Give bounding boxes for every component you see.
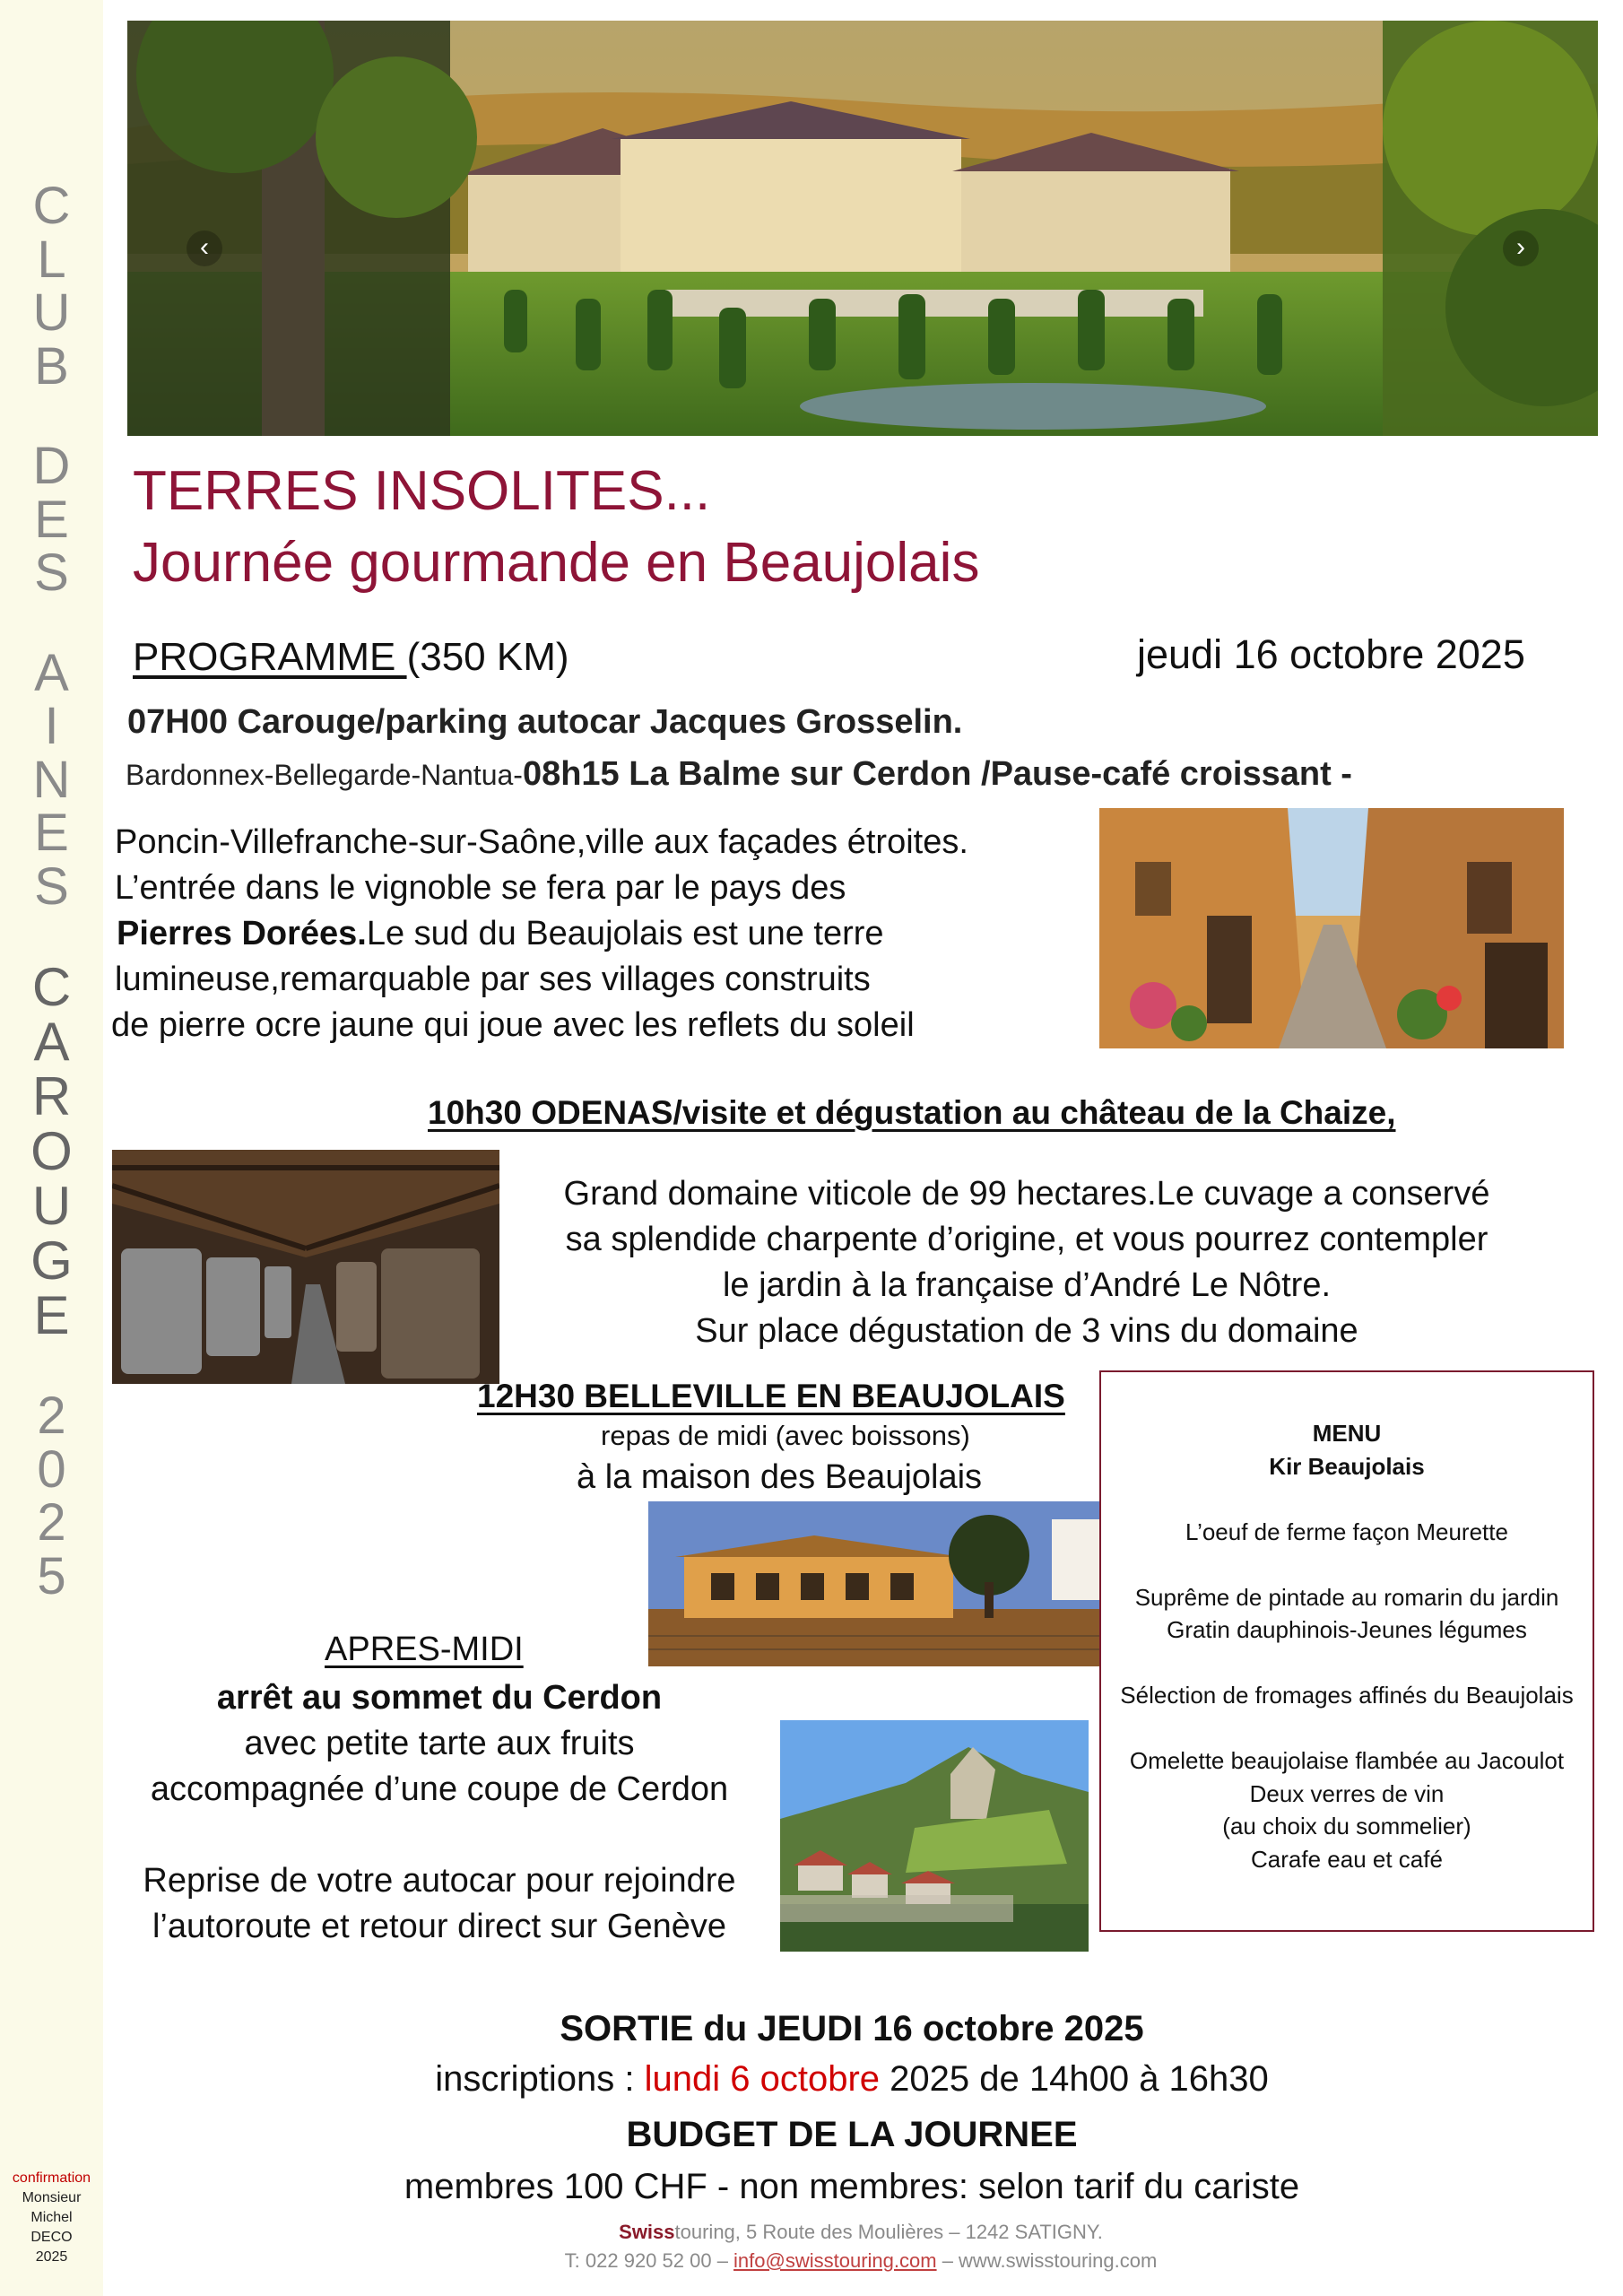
vertical-letter: E	[33, 1285, 70, 1345]
vertical-letter: S	[34, 544, 69, 602]
vertical-letter: I	[44, 697, 59, 755]
menu-item: Sélection de fromages affinés du Beaujolais	[1120, 1682, 1574, 1709]
agency-address	[377, 2221, 1345, 2244]
inscriptions-time: 2025 de 14h00 à 16h30	[880, 2059, 1269, 2099]
programme-date: jeudi 16 octobre 2025	[1137, 631, 1525, 677]
apres-midi-line: accompagnée d’une coupe de Cerdon	[150, 1770, 729, 1808]
cellar-photo	[112, 1150, 499, 1384]
vertical-letter: 5	[37, 1546, 66, 1605]
villefranche-line: de pierre ocre jaune qui joue avec les reflets du soleil	[111, 1006, 915, 1044]
return-line: l’autoroute et retour direct sur Genève	[152, 1908, 726, 1945]
menu-item: Omelette beaujolaise flambée au Jacoulot	[1129, 1747, 1565, 1774]
letter-gap	[0, 913, 103, 960]
vertical-letter: R	[31, 1066, 72, 1126]
villefranche-line3: Le sud du Beaujolais est une terre	[366, 915, 884, 952]
menu-item: Carafe eau et café	[1251, 1845, 1443, 1873]
vertical-letter: 0	[37, 1439, 66, 1499]
vertical-letter: D	[32, 437, 71, 495]
menu-items	[1101, 1450, 1593, 1876]
vertical-letter: U	[32, 283, 71, 342]
menu-item: Deux verres de vin	[1249, 1779, 1445, 1807]
confirmation-line: Michel	[30, 2210, 73, 2225]
vertical-letter: C	[31, 957, 72, 1017]
vertical-letter: E	[34, 804, 69, 862]
cerdon-village-photo	[780, 1720, 1089, 1952]
villefranche-line: Poncin-Villefranche-sur-Saône,ville aux façades étroites.	[115, 823, 968, 861]
odenas-paragraph	[502, 1171, 1551, 1354]
programme-step2-text: 08h15 La Balme sur Cerdon /Pause-café croissant -	[522, 755, 1352, 793]
programme-step1: 07H00 Carouge/parking autocar Jacques Grosselin.	[127, 703, 963, 741]
title-line2: Journée gourmande en Beaujolais	[133, 532, 980, 594]
apres-midi-line: avec petite tarte aux fruits	[244, 1725, 635, 1762]
villefranche-paragraph	[111, 820, 968, 1048]
vertical-letter: B	[34, 336, 69, 396]
cerdon-stop: arrêt au sommet du Cerdon	[216, 1679, 663, 1717]
vertical-letter: S	[34, 857, 69, 916]
vertical-letter: E	[34, 490, 69, 549]
hero-photo-chateau	[127, 21, 1598, 436]
sortie-line: SORTIE du JEUDI 16 octobre 2025	[560, 2009, 1144, 2048]
programme-label: PROGRAMME	[133, 635, 407, 679]
vertical-letter: N	[32, 750, 71, 809]
villefranche-line	[111, 911, 968, 957]
agency-tel: T: 022 920 52 00 –	[564, 2249, 734, 2272]
village-street-photo	[1099, 808, 1564, 1048]
menu-item: Gratin dauphinois-Jeunes légumes	[1167, 1616, 1527, 1643]
confirmation-line: 2025	[35, 2249, 68, 2265]
confirmation-line: DECO	[30, 2230, 73, 2245]
return-line: Reprise de votre autocar pour rejoindre	[143, 1862, 736, 1900]
villefranche-line: lumineuse,remarquable par ses villages construits	[115, 961, 871, 998]
inscriptions-line	[152, 2059, 1551, 2100]
agency-website: – www.swisstouring.com	[936, 2249, 1158, 2272]
menu-item: L’oeuf de ferme façon Meurette	[1185, 1518, 1508, 1545]
menu-spacer	[1101, 1548, 1593, 1581]
belleville-line2: à la maison des Beaujolais	[577, 1458, 983, 1496]
letter-gap	[0, 600, 103, 647]
odenas-line: sa splendide charpente d’origine, et vous pourrez contempler	[565, 1221, 1488, 1258]
carousel-next-button[interactable]: ›	[1503, 230, 1539, 266]
menu-item: Suprême de pintade au romarin du jardin	[1134, 1583, 1559, 1611]
budget-title: BUDGET DE LA JOURNEE	[626, 2115, 1078, 2154]
maison-beaujolais-photo	[648, 1501, 1113, 1666]
club-vertical-title	[0, 179, 103, 1603]
menu-spacer	[1101, 1647, 1593, 1680]
inscriptions-label: inscriptions :	[435, 2059, 645, 2099]
apres-midi-heading: APRES-MIDI	[325, 1631, 524, 1668]
menu-box	[1099, 1370, 1594, 1932]
vertical-letter: A	[34, 643, 69, 702]
confirmation-label: confirmation	[12, 2170, 91, 2186]
menu-item: Kir Beaujolais	[1269, 1452, 1425, 1480]
vertical-letter: 2	[37, 1493, 66, 1552]
vertical-letter: 2	[37, 1387, 66, 1445]
vertical-letter: O	[30, 1121, 73, 1181]
vertical-letter: C	[32, 177, 71, 235]
vertical-letter: A	[33, 1012, 70, 1072]
letter-gap	[0, 1343, 103, 1389]
programme-route: Bardonnex-Bellegarde-Nantua-	[126, 759, 523, 791]
odenas-line: Sur place dégustation de 3 vins du domaine	[695, 1312, 1358, 1350]
agency-email-link[interactable]: info@swisstouring.com	[733, 2249, 937, 2272]
vertical-letter: U	[31, 1176, 72, 1236]
menu-item: (au choix du sommelier)	[1222, 1813, 1471, 1839]
confirmation-note	[0, 2169, 103, 2267]
menu-spacer	[1101, 1712, 1593, 1745]
apres-midi-paragraph	[99, 1675, 780, 1813]
programme-step2	[126, 755, 1352, 794]
belleville-heading: 12H30 BELLEVILLE EN BEAUJOLAIS	[477, 1378, 1065, 1414]
confirmation-line: Monsieur	[22, 2190, 82, 2205]
vertical-letter: L	[37, 230, 66, 289]
odenas-line: le jardin à la française d’André Le Nôtre.	[722, 1266, 1332, 1304]
carousel-prev-button[interactable]: ‹	[187, 230, 222, 266]
agency-contact	[377, 2249, 1345, 2273]
agency-rest: touring, 5 Route des Moulières – 1242 SATIGNY.	[674, 2221, 1103, 2243]
menu-spacer	[1101, 1483, 1593, 1516]
odenas-line: Grand domaine viticole de 99 hectares.Le cuvage a conservé	[563, 1175, 1490, 1213]
menu-title: MENU	[1312, 1420, 1382, 1447]
programme-heading	[133, 635, 569, 680]
odenas-heading: 10h30 ODENAS/visite et dégustation au château de la Chaize,	[428, 1094, 1396, 1131]
budget-line: membres 100 CHF - non membres: selon tarif du cariste	[404, 2167, 1300, 2206]
title-line1: TERRES INSOLITES...	[133, 460, 711, 522]
programme-distance: (350 KM)	[406, 635, 569, 679]
vertical-letter: G	[30, 1231, 73, 1291]
belleville-line1: repas de midi (avec boissons)	[601, 1420, 970, 1451]
return-paragraph	[90, 1858, 789, 1950]
agency-name: Swiss	[619, 2221, 675, 2243]
pierres-dorees: Pierres Dorées.	[117, 915, 367, 952]
letter-gap	[0, 393, 103, 439]
inscriptions-date: lundi 6 octobre	[644, 2059, 881, 2099]
villefranche-line: L’entrée dans le vignoble se fera par le pays des	[115, 869, 846, 907]
